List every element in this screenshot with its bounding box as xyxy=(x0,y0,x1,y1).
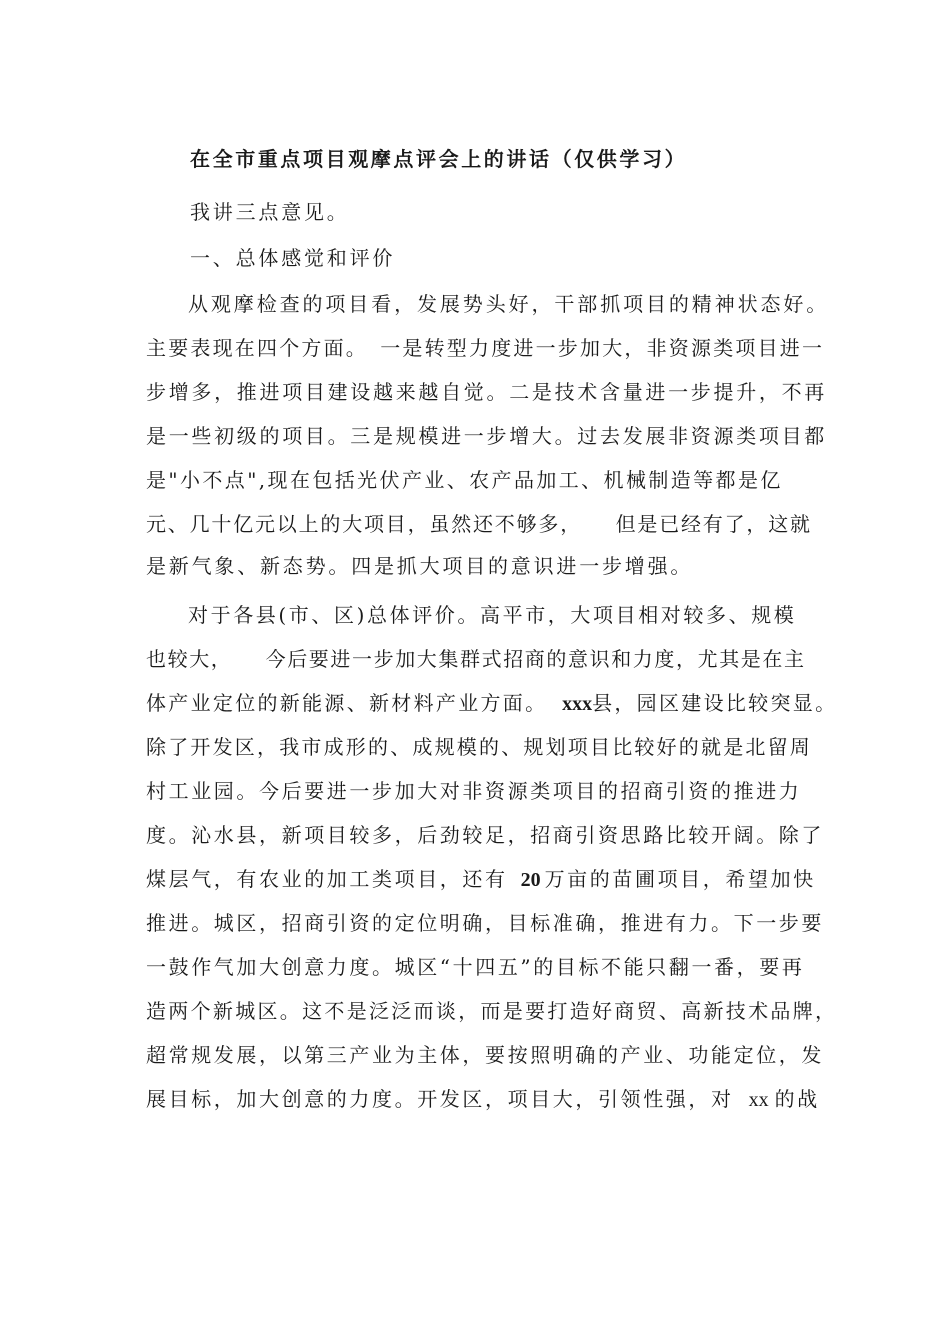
paragraph-line: 推进。城区，招商引资的定位明确，目标准确，推进有力。下一步要 xyxy=(146,911,824,935)
paragraph-line: 从观摩检查的项目看，发展势头好，干部抓项目的精神状态好。 xyxy=(188,292,830,316)
text-span: xx xyxy=(748,1089,769,1111)
paragraph-line xyxy=(146,1083,820,1116)
paragraph-line: 步增多，推进项目建设越来越自觉。二是技术含量进一步提升，不再 xyxy=(146,380,827,404)
paragraph-line: 除了开发区，我市成形的、成规模的、规划项目比较好的就是北留周 xyxy=(146,735,812,759)
paragraph-line xyxy=(146,863,816,896)
text-span: 体产业定位的新能源、新材料产业方面。 xyxy=(146,691,548,715)
text-span: 的战 xyxy=(774,1087,820,1111)
paragraph-line: 是新气象、新态势。四是抓大项目的意识进一步增强。 xyxy=(146,554,694,578)
document-title: 在全市重点项目观摩点评会上的讲话（仅供学习） xyxy=(190,147,688,171)
paragraph-line: 超常规发展，以第三产业为主体，要按照明确的产业、功能定位，发 xyxy=(146,1043,824,1067)
paragraph-line: 一鼓作气加大创意力度。城区“十四五”的目标不能只翻一番，要再 xyxy=(146,955,805,979)
text-span: 县，园区建设比较突显。 xyxy=(592,691,838,715)
paragraph-line: 对于各县(市、区)总体评价。高平市，大项目相对较多、规模 xyxy=(188,603,797,627)
paragraph-line: 元、几十亿元以上的大项目，虽然还不够多， 但是已经有了，这就 xyxy=(146,512,812,536)
paragraph-line: 也较大， 今后要进一步加大集群式招商的意识和力度，尤其是在主 xyxy=(146,647,806,671)
paragraph-line xyxy=(146,687,837,720)
paragraph-line: 是一些初级的项目。三是规模进一步增大。过去发展非资源类项目都 xyxy=(146,424,827,448)
paragraph-line: 主要表现在四个方面。 一是转型力度进一步加大，非资源类项目进一 xyxy=(146,336,825,360)
section-heading: 一、总体感觉和评价 xyxy=(190,246,396,270)
text-span: xxx xyxy=(562,693,593,715)
paragraph-line: 度。沁水县，新项目较多，后劲较足，招商引资思路比较开阔。除了 xyxy=(146,823,824,847)
text-span: 20 xyxy=(520,869,541,891)
text-span: 万亩的苗圃项目，希望加快 xyxy=(544,867,816,891)
intro-text: 我讲三点意见。 xyxy=(190,200,350,224)
paragraph-line: 村工业园。今后要进一步加大对非资源类项目的招商引资的推进力 xyxy=(146,779,802,803)
text-span: 展目标，加大创意的力度。开发区，项目大，引领性强，对 xyxy=(146,1087,734,1111)
paragraph-line: 造两个新城区。这不是泛泛而谈，而是要打造好商贸、高新技术品牌， xyxy=(146,999,838,1023)
text-span: 煤层气，有农业的加工类项目，还有 xyxy=(146,867,508,891)
paragraph-line: 是"小不点",现在包括光伏产业、农产品加工、机械制造等都是亿 xyxy=(146,468,783,492)
